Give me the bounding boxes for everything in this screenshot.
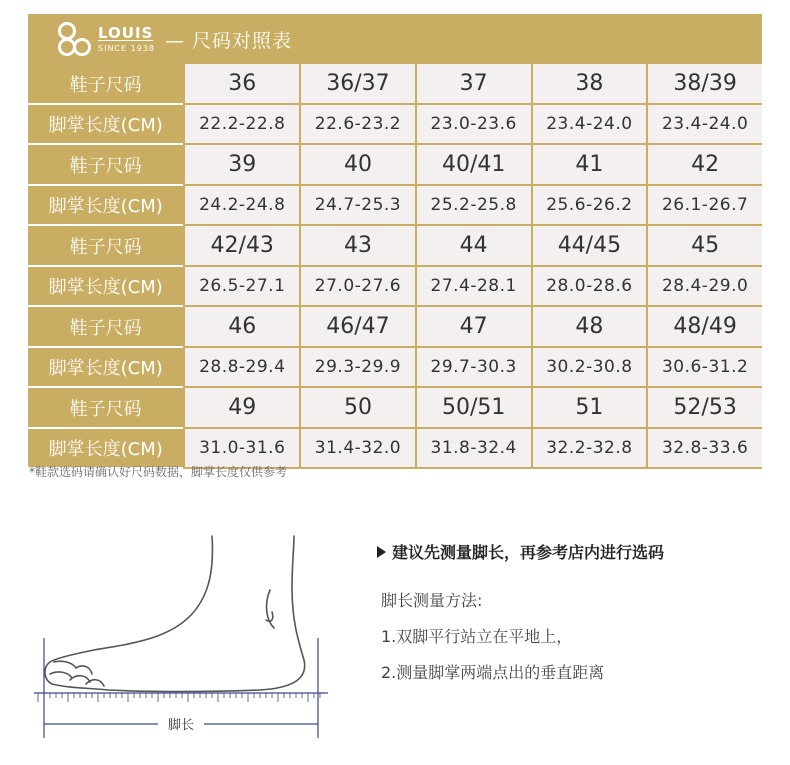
size-cell: 50 bbox=[299, 388, 415, 429]
play-arrow-icon bbox=[377, 546, 386, 558]
len-cell: 31.8-32.4 bbox=[415, 429, 531, 469]
size-cell: 43 bbox=[299, 226, 415, 267]
len-cell: 31.0-31.6 bbox=[183, 429, 299, 469]
len-cell: 24.2-24.8 bbox=[183, 186, 299, 226]
len-cell: 28.8-29.4 bbox=[183, 348, 299, 388]
size-cell: 36/37 bbox=[299, 64, 415, 105]
method-step-2: 2.测量脚掌两端点出的垂直距离 bbox=[381, 663, 605, 682]
ruler-ticks bbox=[38, 693, 320, 702]
len-cell: 29.3-29.9 bbox=[299, 348, 415, 388]
len-cell: 26.1-26.7 bbox=[646, 186, 762, 226]
brand-since: SINCE 1938 bbox=[98, 43, 155, 53]
size-cell: 42/43 bbox=[183, 226, 299, 267]
len-cell: 24.7-25.3 bbox=[299, 186, 415, 226]
size-cell: 46/47 bbox=[299, 307, 415, 348]
size-cell: 45 bbox=[646, 226, 762, 267]
len-cell: 27.0-27.6 bbox=[299, 267, 415, 307]
len-cell: 22.6-23.2 bbox=[299, 105, 415, 145]
len-cell: 26.5-27.1 bbox=[183, 267, 299, 307]
foot-measure-illustration bbox=[28, 528, 334, 750]
size-note: *鞋款选码请确认好尺码数据，脚掌长度仅供参考 bbox=[29, 465, 288, 479]
size-row bbox=[28, 307, 762, 348]
len-row bbox=[28, 267, 762, 307]
foot-length-caption: 脚长 bbox=[167, 718, 195, 733]
len-cell: 25.2-25.8 bbox=[415, 186, 531, 226]
len-cell: 25.6-26.2 bbox=[531, 186, 647, 226]
len-cell: 32.8-33.6 bbox=[646, 429, 762, 469]
size-cell: 47 bbox=[415, 307, 531, 348]
len-cell: 31.4-32.0 bbox=[299, 429, 415, 469]
size-cell: 41 bbox=[531, 145, 647, 186]
guide-heading-text: 建议先测量脚长，再参考店内进行选码 bbox=[392, 543, 665, 562]
method-step-1: 1.双脚平行站立在平地上， bbox=[381, 627, 573, 646]
size-cell: 44 bbox=[415, 226, 531, 267]
len-cell: 29.7-30.3 bbox=[415, 348, 531, 388]
size-cell: 40 bbox=[299, 145, 415, 186]
len-row-label: 脚掌长度(CM) bbox=[28, 267, 183, 307]
size-row bbox=[28, 226, 762, 267]
len-cell: 30.2-30.8 bbox=[531, 348, 647, 388]
len-row-label: 脚掌长度(CM) bbox=[28, 186, 183, 226]
len-cell: 32.2-32.8 bbox=[531, 429, 647, 469]
guide-heading bbox=[377, 540, 664, 563]
method-title: 脚长测量方法: bbox=[381, 591, 483, 610]
len-cell: 27.4-28.1 bbox=[415, 267, 531, 307]
len-cell: 23.0-23.6 bbox=[415, 105, 531, 145]
size-row-label: 鞋子尺码 bbox=[28, 307, 183, 348]
size-cell: 48 bbox=[531, 307, 647, 348]
len-cell: 22.2-22.8 bbox=[183, 105, 299, 145]
size-cell: 42 bbox=[646, 145, 762, 186]
len-cell: 30.6-31.2 bbox=[646, 348, 762, 388]
brand-name: LOUIS bbox=[98, 23, 154, 42]
len-row bbox=[28, 105, 762, 145]
size-row bbox=[28, 388, 762, 429]
foot-outline-icon bbox=[45, 536, 305, 692]
measure-guide bbox=[377, 540, 665, 682]
size-row-label: 鞋子尺码 bbox=[28, 226, 183, 267]
size-cell: 40/41 bbox=[415, 145, 531, 186]
size-cell: 48/49 bbox=[646, 307, 762, 348]
size-cell: 50/51 bbox=[415, 388, 531, 429]
size-cell: 46 bbox=[183, 307, 299, 348]
len-cell: 28.4-29.0 bbox=[646, 267, 762, 307]
len-cell: 28.0-28.6 bbox=[531, 267, 647, 307]
size-chart-table bbox=[28, 64, 762, 469]
size-cell: 38/39 bbox=[646, 64, 762, 105]
size-cell: 38 bbox=[531, 64, 647, 105]
len-row-label: 脚掌长度(CM) bbox=[28, 348, 183, 388]
len-row-label: 脚掌长度(CM) bbox=[28, 429, 183, 469]
size-cell: 39 bbox=[183, 145, 299, 186]
len-cell: 23.4-24.0 bbox=[646, 105, 762, 145]
brand-logo bbox=[56, 19, 155, 59]
size-cell: 36 bbox=[183, 64, 299, 105]
size-row bbox=[28, 64, 762, 105]
header-banner bbox=[28, 14, 762, 64]
size-row-label: 鞋子尺码 bbox=[28, 388, 183, 429]
len-row bbox=[28, 186, 762, 226]
size-row bbox=[28, 145, 762, 186]
len-row-label: 脚掌长度(CM) bbox=[28, 105, 183, 145]
page-title: — 尺码对照表 bbox=[164, 29, 293, 52]
size-cell: 44/45 bbox=[531, 226, 647, 267]
size-cell: 52/53 bbox=[646, 388, 762, 429]
len-row bbox=[28, 348, 762, 388]
len-cell: 23.4-24.0 bbox=[531, 105, 647, 145]
size-row-label: 鞋子尺码 bbox=[28, 145, 183, 186]
size-cell: 51 bbox=[531, 388, 647, 429]
louis-logo-icon bbox=[56, 19, 92, 59]
size-cell: 37 bbox=[415, 64, 531, 105]
size-cell: 49 bbox=[183, 388, 299, 429]
size-row-label: 鞋子尺码 bbox=[28, 64, 183, 105]
